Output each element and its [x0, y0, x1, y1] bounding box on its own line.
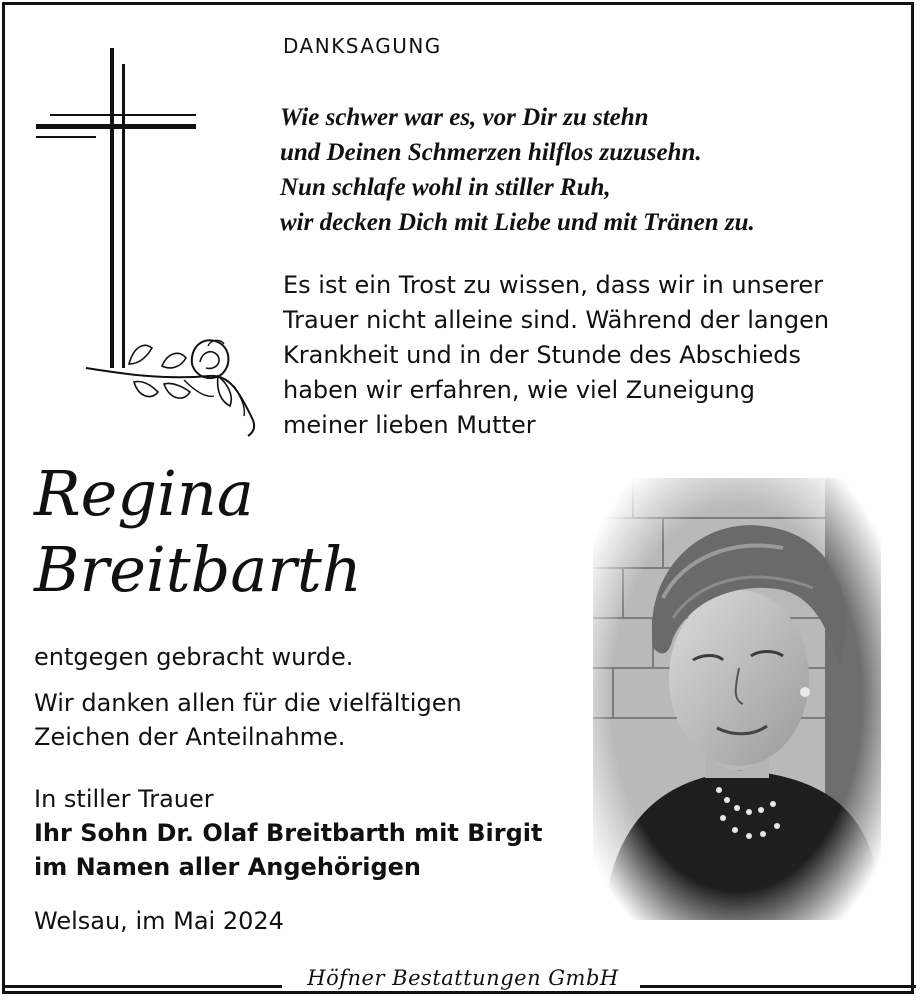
deceased-name [34, 456, 362, 608]
signature-intro: In stiller Trauer [34, 785, 214, 813]
poem [280, 100, 755, 240]
intro-line: Krankheit und in der Stunde des Abschieds [283, 341, 801, 369]
thanks-line: Zeichen der Anteilnahme. [34, 723, 346, 751]
portrait-photo [593, 478, 881, 920]
funeral-home-name: Höfner Bestattungen GmbH [286, 966, 640, 990]
signature-line: im Namen aller Angehörigen [34, 853, 422, 881]
body-text [34, 640, 462, 754]
poem-line: Wie schwer war es, vor Dir zu stehn [280, 104, 649, 131]
intro-text [283, 268, 829, 443]
last-name: Breitbarth [34, 533, 362, 606]
poem-line: wir decken Dich mit Liebe und mit Tränen zu. [280, 209, 755, 236]
body-line: entgegen gebracht wurde. [34, 643, 354, 671]
notice-heading: DANKSAGUNG [283, 34, 442, 58]
signature-block [34, 782, 542, 884]
intro-line: meiner lieben Mutter [283, 411, 536, 439]
intro-line: Es ist ein Trost zu wissen, dass wir in unserer [283, 271, 823, 299]
place-date: Welsau, im Mai 2024 [34, 907, 284, 935]
first-name: Regina [34, 457, 254, 530]
signature-line: Ihr Sohn Dr. Olaf Breitbarth mit Birgit [34, 819, 543, 847]
poem-line: und Deinen Schmerzen hilflos zuzusehn. [280, 139, 702, 166]
spacer [34, 674, 462, 686]
cross-with-rose-icon [34, 46, 264, 441]
footer-rule [2, 985, 282, 988]
thanks-line: Wir danken allen für die vielfältigen [34, 689, 462, 717]
footer-rule [640, 985, 916, 988]
poem-line: Nun schlafe wohl in stiller Ruh, [280, 174, 611, 201]
intro-line: Trauer nicht alleine sind. Während der langen [283, 306, 830, 334]
intro-line: haben wir erfahren, wie viel Zuneigung [283, 376, 755, 404]
